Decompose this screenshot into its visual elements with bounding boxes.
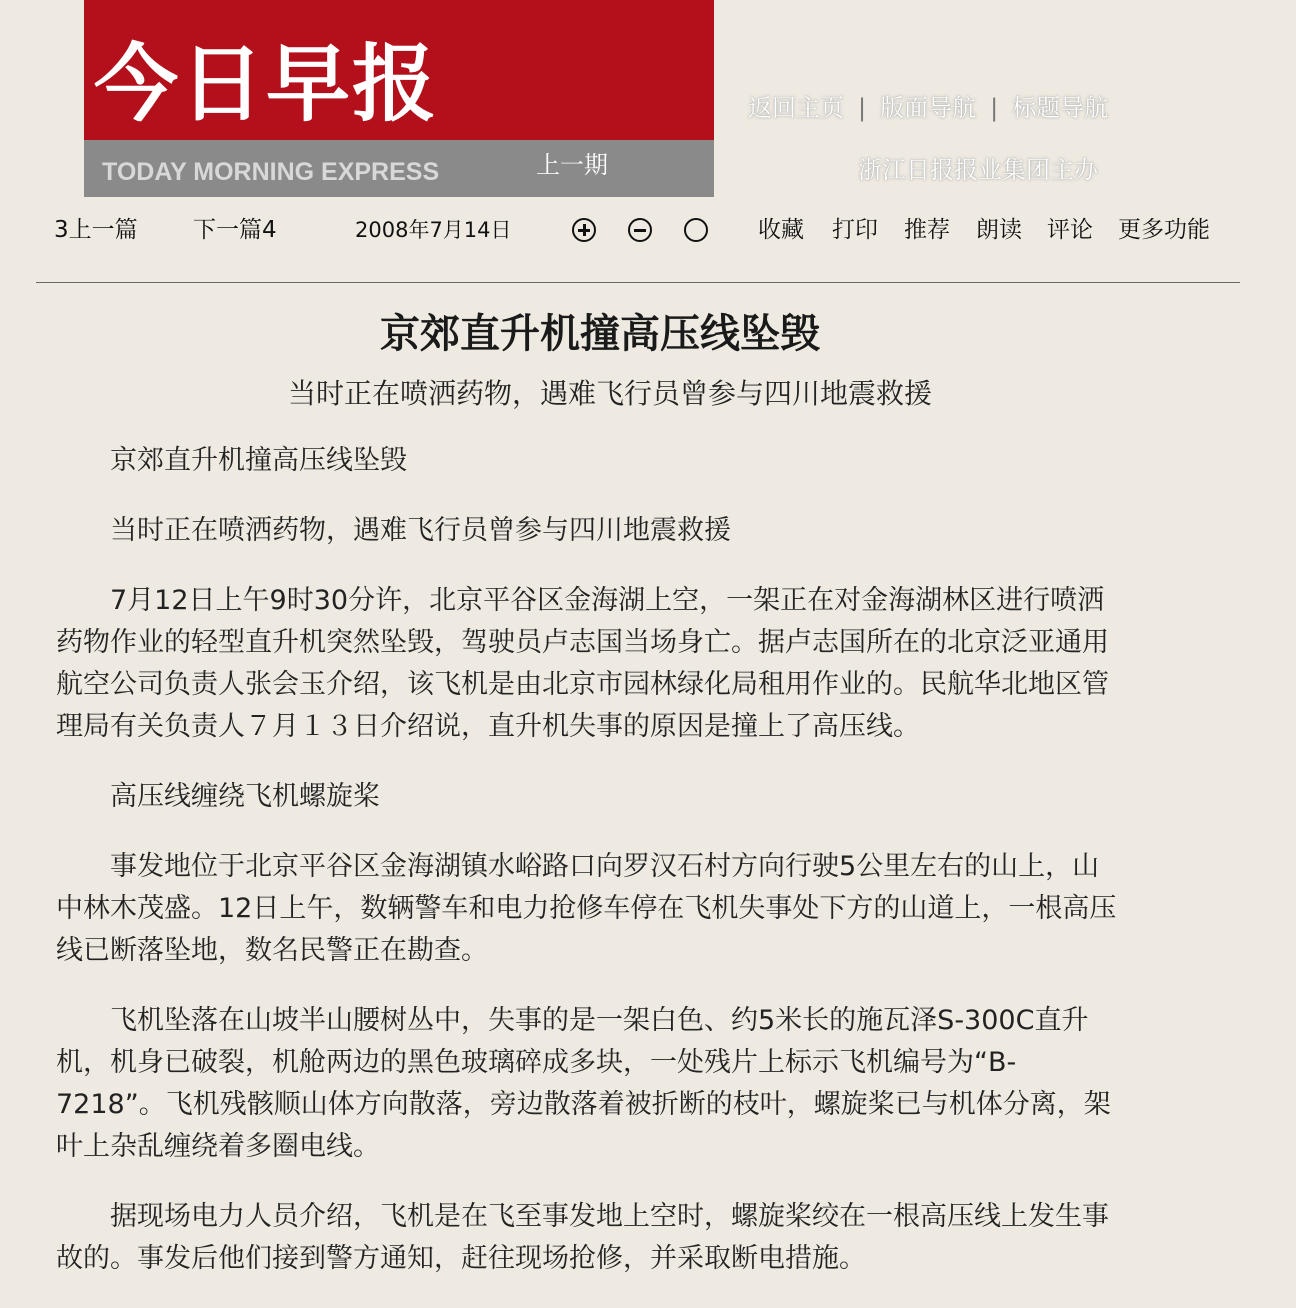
- previous-issue-link[interactable]: 上一期: [536, 151, 608, 179]
- next-article-link[interactable]: 下一篇4: [193, 217, 277, 243]
- article-toolbar: [0, 213, 1296, 249]
- article-body: [56, 440, 1124, 1308]
- more-functions-button[interactable]: 更多功能: [1118, 217, 1210, 243]
- nav-separator: |: [990, 94, 999, 122]
- divider: [36, 282, 1240, 283]
- comment-button[interactable]: 评论: [1047, 217, 1093, 243]
- print-button[interactable]: 打印: [832, 217, 878, 243]
- article-paragraph: 飞机坠落在山坡半山腰树丛中，失事的是一架白色、约5米长的施瓦泽S-300C直升机，机身已破裂，机舱两边的黑色玻璃碎成多块，一处残片上标示飞机编号为“B-7218”。飞机残骸顺山体方向散落，旁边散落着被折断的枝叶，螺旋桨已与机体分离，架叶上杂乱缠绕着多圈电线。: [56, 1005, 1111, 1162]
- recommend-button[interactable]: 推荐: [904, 217, 950, 243]
- home-link[interactable]: 返回主页: [748, 94, 844, 122]
- article-subheadline: 当时正在喷洒药物，遇难飞行员曾参与四川地震救援: [287, 377, 932, 410]
- issue-date: 2008年7月14日: [355, 218, 512, 242]
- nav-separator: |: [858, 94, 867, 122]
- article-paragraph: 事发地位于北京平谷区金海湖镇水峪路口向罗汉石村方向行驶5公里左右的山上，山中林木茂盛。12日上午，数辆警车和电力抢修车停在飞机失事处下方的山道上，一根高压线已断落坠地，数名民警正在勘查。: [56, 851, 1117, 966]
- read-aloud-button[interactable]: 朗读: [976, 217, 1022, 243]
- top-navigation: [748, 93, 1108, 123]
- favorite-button[interactable]: 收藏: [758, 217, 804, 243]
- zoom-out-icon[interactable]: [628, 218, 652, 242]
- article-paragraph: 据现场电力人员介绍，飞机是在飞至事发地上空时，螺旋桨绞在一根高压线上发生事故的。事发后他们接到警方通知，赶往现场抢修，并采取断电措施。: [56, 1201, 1109, 1274]
- reset-zoom-icon[interactable]: [684, 218, 708, 242]
- masthead: [84, 0, 714, 197]
- newspaper-logo-english: TODAY MORNING EXPRESS: [102, 158, 440, 186]
- article-headline: 京郊直升机撞高压线坠毁: [380, 311, 820, 357]
- title-nav-link[interactable]: 标题导航: [1012, 94, 1109, 122]
- sponsor-text: 浙江日报报业集团主办: [858, 156, 1098, 184]
- zoom-in-icon[interactable]: [572, 218, 596, 242]
- article-paragraph: 京郊直升机撞高压线坠毁: [110, 445, 407, 476]
- layout-nav-link[interactable]: 版面导航: [880, 94, 977, 122]
- article-paragraph: 当时正在喷洒药物，遇难飞行员曾参与四川地震救援: [110, 515, 731, 546]
- prev-article-link[interactable]: 3上一篇: [54, 217, 138, 243]
- article-paragraph: 高压线缠绕飞机螺旋桨: [110, 781, 380, 812]
- article-paragraph: 7月12日上午9时30分许，北京平谷区金海湖上空，一架正在对金海湖林区进行喷洒药物作业的轻型直升机突然坠毁，驾驶员卢志国当场身亡。据卢志国所在的北京泛亚通用航空公司负责人张会玉介绍，该飞机是由北京市园林绿化局租用作业的。民航华北地区管理局有关负责人７月１３日介绍说，直升机失事的原因是撞上了高压线。: [56, 585, 1109, 742]
- newspaper-logo[interactable]: 今日早报: [94, 34, 439, 133]
